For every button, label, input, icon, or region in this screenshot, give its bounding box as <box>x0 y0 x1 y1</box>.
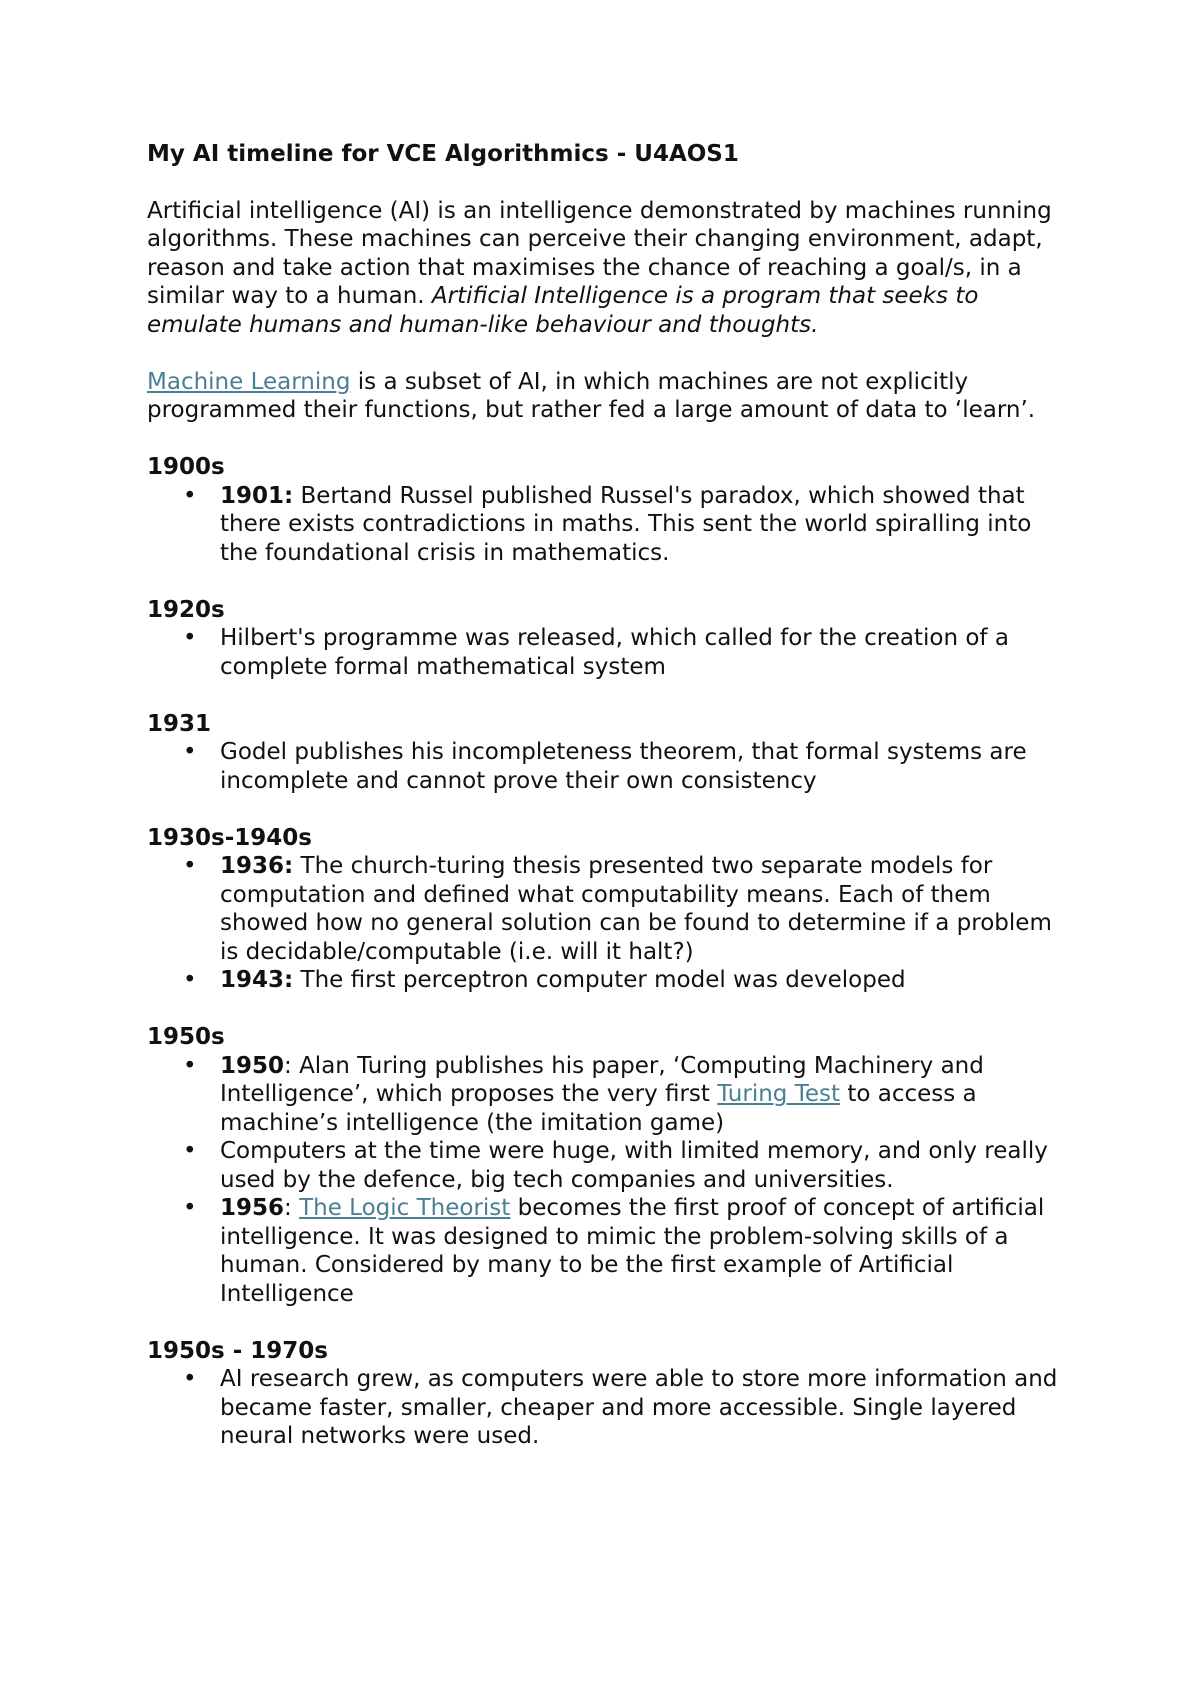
intro-paragraph <box>147 197 1067 340</box>
bullet-list <box>147 1365 1067 1451</box>
section-heading: 1950s <box>147 1024 225 1050</box>
logic-theorist-link[interactable]: The Logic Theorist <box>299 1195 511 1221</box>
bullet-list <box>147 1052 1067 1309</box>
item-text: Computers at the time were huge, with limited memory, and only really used by the defence, big tech companies and universities. <box>220 1138 1048 1193</box>
section-heading: 1950s - 1970s <box>147 1337 328 1364</box>
document-page <box>147 140 1067 1479</box>
item-text: Godel publishes his incompleteness theorem, that formal systems are incomplete and cannot prove their own consistency <box>220 739 1027 794</box>
item-text: AI research grew, as computers were able to store more information and became faster, smaller, cheaper and more accessible. Single layered neural networks were used. <box>220 1366 1058 1449</box>
bullet-list <box>147 482 1067 568</box>
bullet-list <box>147 738 1067 795</box>
item-text: becomes the first proof of concept of artificial intelligence. It was designed to mimic the problem-solving skills of a human. Considered by many to be the first example of Artificial Intelligence <box>220 1195 1045 1307</box>
item-text: to access a machine’s intelligence (the imitation game) <box>220 1081 977 1136</box>
bullet-list <box>147 852 1067 995</box>
bullet-list <box>147 624 1067 681</box>
item-text: The church-turing thesis presented two separate models for computation and defined what computability means. Each of them showed how no general solution can be found to determine if a problem is decidable/computable (i.e. will it halt?) <box>220 853 1052 965</box>
list-item <box>147 966 1067 995</box>
list-item <box>147 852 1067 966</box>
list-item <box>147 1137 1067 1194</box>
section-1920s <box>147 596 1067 682</box>
section-heading: 1930s-1940s <box>147 824 312 851</box>
section-heading: 1920s <box>147 596 225 623</box>
list-item <box>147 1194 1067 1308</box>
turing-test-link[interactable]: Turing Test <box>717 1081 841 1107</box>
section-heading: 1931 <box>147 710 212 737</box>
list-item <box>147 482 1067 568</box>
machine-learning-text: is a subset of AI, in which machines are not explicitly programmed their functions, but rather fed a large amount of data to ‘learn’. <box>147 368 1036 423</box>
year-label: 1956 <box>220 1195 285 1221</box>
item-text: Hilbert's programme was released, which called for the creation of a complete formal mathematical system <box>220 625 1009 680</box>
list-item <box>147 1365 1067 1451</box>
machine-learning-paragraph <box>147 368 1067 425</box>
document-title: My AI timeline for VCE Algorithmics - U4AOS1 <box>147 141 739 167</box>
item-text: Bertand Russel published Russel's paradox, which showed that there exists contradictions in maths. This sent the world spiralling into the foundational crisis in mathematics. <box>220 482 1032 566</box>
item-text: The first perceptron computer model was developed <box>293 967 906 993</box>
section-1931 <box>147 710 1067 796</box>
section-1900s <box>147 453 1067 567</box>
item-text: : Alan Turing publishes his paper, ‘Computing Machinery and Intelligence’, which proposes the very first <box>220 1052 984 1107</box>
year-label: 1936: <box>220 853 294 879</box>
intro-text: Artificial intelligence (AI) is an intelligence demonstrated by machines running algorithms. These machines can perceive their changing environment, adapt, reason and take action that maximises the chance of reaching a goal/s, in a similar way to a human. <box>147 197 1052 309</box>
intro-italic-text: Artificial Intelligence is a program that seeks to emulate humans and human-like behaviour and thoughts. <box>147 283 979 338</box>
list-item <box>147 624 1067 681</box>
list-item <box>147 738 1067 795</box>
year-label: 1901: <box>220 482 294 509</box>
section-1950s <box>147 1023 1067 1308</box>
section-1930s-1940s <box>147 824 1067 995</box>
machine-learning-link[interactable]: Machine Learning <box>147 368 351 395</box>
year-label: 1943: <box>220 967 294 993</box>
section-heading: 1900s <box>147 454 225 480</box>
section-1950s-1970s <box>147 1337 1067 1451</box>
year-label: 1950 <box>220 1052 285 1079</box>
item-text: : <box>284 1195 300 1221</box>
list-item <box>147 1052 1067 1138</box>
